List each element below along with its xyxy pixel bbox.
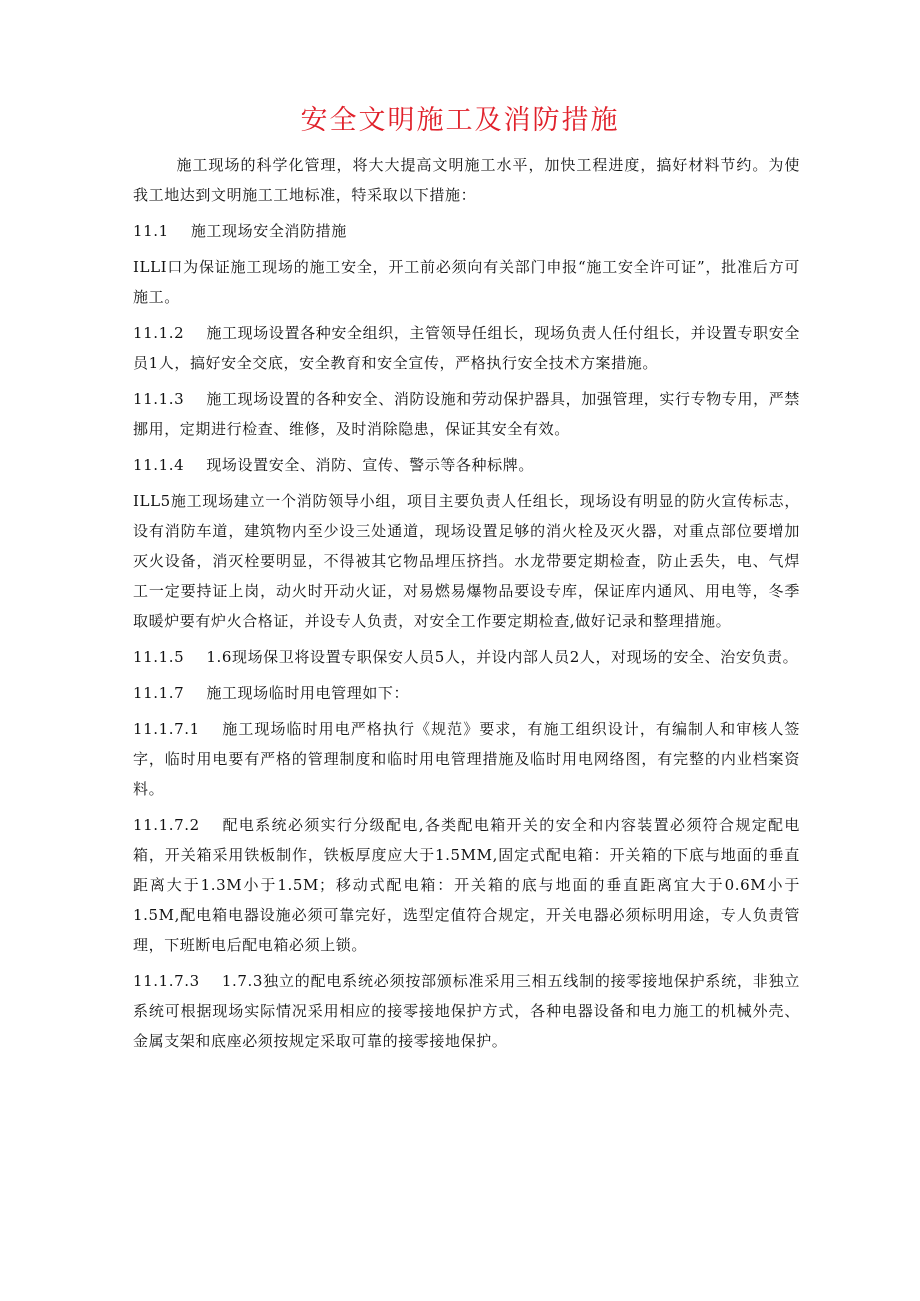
section-number: 11.1.7 (133, 684, 185, 702)
page-title: 安全文明施工及消防措施 (300, 105, 620, 136)
paragraph-text: 1.6现场保卫将设置专职保安人员5人，并设内部人员2人，对现场的安全、治安负责。 (206, 648, 799, 666)
paragraph (133, 714, 800, 804)
paragraph-text: 施工现场设置各种安全组织，主管领导任组长，现场负责人任付组长，并设置专职安全员1人，搞好安全交底，安全教育和安全宣传，严格执行安全技术方案措施。 (133, 324, 800, 372)
section-number: 11.1.7.3 (133, 972, 200, 990)
paragraph-text: 施工现场设置的各种安全、消防设施和劳动保护器具，加强管理，实行专物专用，严禁挪用，定期进行检查、维修，及时消除隐患，保证其安全有效。 (133, 390, 800, 438)
paragraph-text: 配电系统必须实行分级配电,各类配电箱开关的安全和内容装置必须符合规定配电箱，开关箱采用铁板制作，铁板厚度应大于1.5MM,固定式配电箱：开关箱的下底与地面的垂直距离大于1.3M小于1.5M；移动式配电箱：开关箱的底与地面的垂直距离宜大于0.6M小于1.5M,配电箱电器设施必须可靠完好，选型定值符合规定，开关电器必须标明用途，专人负责管理，下班断电后配电箱必须上锁。 (133, 816, 800, 954)
document-body (133, 150, 800, 1062)
paragraph-text: ILL5施工现场建立一个消防领导小组，项目主要负责人任组长，现场设有明显的防火宣传标志，设有消防车道，建筑物内至少设三处通道，现场设置足够的消火栓及灭火器，对重点部位要增加灭火设备，消灭栓要明显，不得被其它物品埋压挤挡。水龙带要定期检查，防止丢失，电、气焊工一定要持证上岗，动火时开动火证，对易燃易爆物品要设专库，保证库内通风、用电等，冬季取暖炉要有炉火合格证，并设专人负责，对安全工作要定期检查,做好记录和整理措施。 (133, 492, 800, 630)
paragraph (133, 486, 800, 636)
paragraph-text: 施工现场临时用电严格执行《规范》要求，有施工组织设计，有编制人和审核人签字，临时用电要有严格的管理制度和临时用电管理措施及临时用电网络图，有完整的内业档案资料。 (133, 720, 800, 798)
paragraph-text: 现场设置安全、消防、宣传、警示等各种标牌。 (206, 456, 534, 474)
section-number: 11.1.7.1 (133, 720, 200, 738)
section-number: 11.1 (133, 222, 169, 240)
paragraph-text: 施工现场安全消防措施 (190, 222, 347, 240)
paragraph-text: 施工现场的科学化管理，将大大提高文明施工水平，加快工程进度，搞好材料节约。为使我工地达到文明施工工地标准，特采取以下措施： (133, 156, 800, 204)
paragraph-text: ILLI口为保证施工现场的施工安全，开工前必须向有关部门申报“施工安全许可证”，批准后方可施工。 (133, 258, 800, 306)
paragraph (133, 678, 800, 708)
paragraph (133, 966, 800, 1056)
section-number: 11.1.4 (133, 456, 185, 474)
paragraph (133, 810, 800, 960)
section-number: 11.1.2 (133, 324, 185, 342)
paragraph (133, 642, 800, 672)
section-number: 11.1.5 (133, 648, 185, 666)
section-number: 11.1.7.2 (133, 816, 200, 834)
section-number: 11.1.3 (133, 390, 185, 408)
paragraph-text: 施工现场临时用电管理如下： (206, 684, 410, 702)
paragraph (133, 216, 800, 246)
paragraph (133, 450, 800, 480)
paragraph (133, 150, 800, 210)
paragraph (133, 252, 800, 312)
paragraph (133, 384, 800, 444)
paragraph-text: 1.7.3独立的配电系统必须按部颁标准采用三相五线制的接零接地保护系统，非独立系统可根据现场实际情况采用相应的接零接地保护方式，各种电器设备和电力施工的机械外壳、金属支架和底座必须按规定采取可靠的接零接地保护。 (133, 972, 800, 1050)
paragraph (133, 318, 800, 378)
